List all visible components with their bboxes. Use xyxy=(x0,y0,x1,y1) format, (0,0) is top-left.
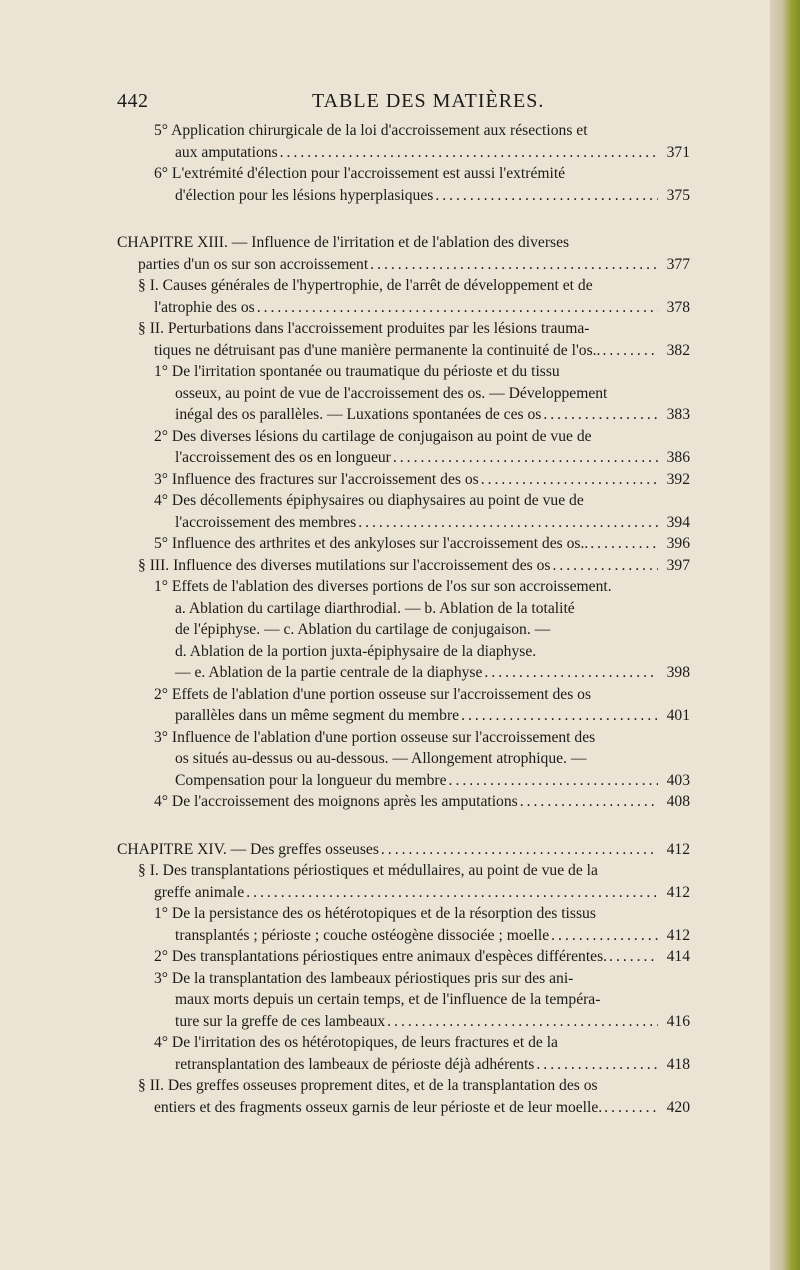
toc-entry-text: ture sur la greffe de ces lambeaux xyxy=(175,1012,386,1030)
dot-leader xyxy=(393,447,658,469)
toc-entry-text: l'accroissement des os en longueur xyxy=(175,449,391,466)
toc-entry-text: greffe animale xyxy=(154,883,245,901)
dot-leader xyxy=(551,925,658,947)
toc-entry-last-line xyxy=(0,185,690,207)
toc-entry-line: os situés au-dessus ou au-dessous. — Allongement atrophique. — xyxy=(175,750,587,767)
toc-entry-text: 4° De l'accroissement des moignons après les amputations xyxy=(154,793,518,810)
toc-entry-line: § II. Perturbations dans l'accroissement produites par les lésions trauma- xyxy=(138,320,590,337)
toc-entry-text: 2° Des transplantations périostiques entre animaux d'espèces différentes. xyxy=(154,948,608,965)
dot-leader xyxy=(435,185,658,207)
dot-leader xyxy=(552,555,658,577)
toc-entry-text: — e. Ablation de la partie centrale de la diaphyse xyxy=(175,664,483,681)
toc-entry xyxy=(0,1075,770,1118)
toc-entry xyxy=(0,469,770,491)
toc-entry-text: 5° Influence des arthrites et des ankyloses sur l'accroissement des os.. xyxy=(154,535,589,552)
toc-entry xyxy=(0,361,770,426)
dot-leader xyxy=(602,340,658,362)
toc-page-number: 408 xyxy=(666,793,690,810)
dot-leader xyxy=(358,512,658,534)
toc-page-number: 383 xyxy=(666,406,690,423)
toc-entry-line: 1° Effets de l'ablation des diverses portions de l'os sur son accroissement. xyxy=(154,578,612,595)
toc-entry-line: § II. Des greffes osseuses proprement dites, et de la transplantation des os xyxy=(138,1077,598,1094)
dot-leader xyxy=(543,404,658,426)
dot-leader xyxy=(481,469,658,491)
toc-entry xyxy=(0,903,770,946)
toc-entry-last-line xyxy=(0,946,690,968)
toc-entry-last-line xyxy=(0,533,690,555)
toc-page-number: 392 xyxy=(666,470,690,488)
toc-entry-line: 4° Des décollements épiphysaires ou diaphysaires au point de vue de xyxy=(154,492,584,509)
toc-entry-last-line xyxy=(0,254,690,276)
toc-entry-text: d'élection pour les lésions hyperplasiques xyxy=(175,186,434,204)
toc-entry xyxy=(0,533,770,555)
toc-entry-text: 3° Influence des fractures sur l'accroissement des os xyxy=(154,470,479,488)
toc-entry-line: 4° De l'irritation des os hétérotopiques, de leurs fractures et de la xyxy=(154,1034,558,1051)
toc-entry-line: maux morts depuis un certain temps, et de l'influence de la tempéra- xyxy=(175,991,601,1008)
toc-entry-last-line xyxy=(0,770,690,792)
toc-page-number: 375 xyxy=(666,186,690,204)
dot-leader xyxy=(536,1054,658,1076)
dot-leader xyxy=(609,946,658,968)
dot-leader xyxy=(604,1097,658,1119)
toc-entry-line: 3° De la transplantation des lambeaux périostiques pris sur des ani- xyxy=(154,969,574,987)
toc-entry-line: § I. Causes générales de l'hypertrophie, de l'arrêt de développement et de xyxy=(138,277,593,294)
table-of-contents xyxy=(0,120,770,1118)
toc-entry xyxy=(0,1032,770,1075)
toc-entry-text: parties d'un os sur son accroissement xyxy=(138,255,369,273)
running-title: TABLE DES MATIÈRES. xyxy=(312,90,545,112)
toc-entry-text: aux amputations xyxy=(175,143,278,161)
dot-leader xyxy=(280,142,658,164)
toc-entry-line: § I. Des transplantations périostiques et médullaires, au point de vue de la xyxy=(138,862,598,879)
toc-entry-last-line xyxy=(0,447,690,469)
toc-page-number: 397 xyxy=(666,556,690,574)
toc-entry-last-line xyxy=(0,925,690,947)
toc-page-number: 418 xyxy=(666,1055,690,1073)
toc-entry xyxy=(0,684,770,727)
toc-entry-line: de l'épiphyse. — c. Ablation du cartilage de conjugaison. — xyxy=(175,621,551,638)
toc-entry-text: l'atrophie des os xyxy=(154,298,255,316)
toc-entry-last-line xyxy=(0,1097,690,1119)
toc-entry-last-line xyxy=(0,404,690,426)
toc-entry xyxy=(0,946,770,968)
toc-entry-last-line xyxy=(0,662,690,684)
toc-entry xyxy=(0,318,770,361)
toc-entry-text: entiers et des fragments osseux garnis de leur périoste et de leur moelle. xyxy=(154,1098,603,1116)
toc-entry-text: § III. Influence des diverses mutilations sur l'accroissement des os xyxy=(138,556,551,574)
toc-page-number: 398 xyxy=(666,664,690,681)
toc-entry xyxy=(0,968,770,1033)
toc-entry xyxy=(0,791,770,813)
toc-page-number: 396 xyxy=(666,535,690,552)
toc-entry xyxy=(0,555,770,577)
toc-entry-last-line xyxy=(0,791,690,813)
toc-entry-line: 3° Influence de l'ablation d'une portion osseuse sur l'accroissement des xyxy=(154,728,596,746)
dot-leader xyxy=(257,297,658,319)
toc-entry-line: CHAPITRE XIII. — Influence de l'irritation et de l'ablation des diverses xyxy=(117,234,570,251)
toc-page-number: 412 xyxy=(666,883,690,901)
toc-entry xyxy=(0,275,770,318)
toc-page-number: 371 xyxy=(666,143,690,161)
toc-entry-line: d. Ablation de la portion juxta-épiphysaire de la diaphyse. xyxy=(175,642,537,660)
toc-entry-last-line xyxy=(0,705,690,727)
toc-page-number: 412 xyxy=(666,840,690,858)
page-edge xyxy=(770,0,800,1270)
toc-entry-last-line xyxy=(0,512,690,534)
toc-entry-line: 2° Des diverses lésions du cartilage de conjugaison au point de vue de xyxy=(154,427,592,445)
toc-entry-line: osseux, au point de vue de l'accroissement des os. — Développement xyxy=(175,384,608,402)
toc-entry-last-line xyxy=(0,142,690,164)
toc-entry-text: Compensation pour la longueur du membre xyxy=(175,771,447,789)
toc-entry xyxy=(0,426,770,469)
dot-leader xyxy=(370,254,658,276)
toc-page-number: 386 xyxy=(666,449,690,466)
dot-leader xyxy=(461,705,658,727)
toc-entry-text: transplantés ; périoste ; couche ostéogène dissociée ; moelle xyxy=(175,926,550,944)
toc-entry xyxy=(0,727,770,792)
toc-entry-line: 6° L'extrémité d'élection pour l'accroissement est aussi l'extrémité xyxy=(154,165,566,182)
toc-entry xyxy=(0,120,770,163)
toc-entry-last-line xyxy=(0,297,690,319)
toc-entry-last-line xyxy=(0,555,690,577)
toc-entry xyxy=(0,232,770,275)
toc-entry xyxy=(0,163,770,206)
toc-entry-line: 1° De la persistance des os hétérotopiques et de la résorption des tissus xyxy=(154,905,596,922)
toc-entry xyxy=(0,576,770,684)
toc-page-number: 403 xyxy=(666,771,690,789)
toc-entry-last-line xyxy=(0,469,690,491)
toc-page-number: 377 xyxy=(666,255,690,273)
toc-entry-text: parallèles dans un même segment du membre xyxy=(175,707,460,724)
toc-entry-line: 2° Effets de l'ablation d'une portion osseuse sur l'accroissement des os xyxy=(154,685,592,703)
toc-entry-last-line xyxy=(0,1011,690,1033)
toc-entry xyxy=(0,860,770,903)
toc-entry-text: CHAPITRE XIV. — Des greffes osseuses xyxy=(117,840,379,858)
toc-page-number: 394 xyxy=(666,513,690,531)
page-header xyxy=(117,90,677,120)
dot-leader xyxy=(246,882,658,904)
toc-page-number: 412 xyxy=(666,926,690,944)
toc-entry-last-line xyxy=(0,839,690,861)
dot-leader xyxy=(381,839,658,861)
toc-entry-line: 1° De l'irritation spontanée ou traumatique du périoste et du tissu xyxy=(154,363,560,380)
dot-leader xyxy=(590,533,658,555)
dot-leader xyxy=(484,662,658,684)
toc-page-number: 401 xyxy=(666,707,690,724)
toc-page-number: 416 xyxy=(666,1012,690,1030)
toc-entry-last-line xyxy=(0,1054,690,1076)
toc-page-number: 378 xyxy=(666,298,690,316)
page-number: 442 xyxy=(117,90,149,112)
toc-entry-line: 5° Application chirurgicale de la loi d'accroissement aux résections et xyxy=(154,122,588,139)
toc-entry-text: retransplantation des lambeaux de périoste déjà adhérents xyxy=(175,1055,535,1073)
toc-page-number: 414 xyxy=(666,948,690,965)
toc-entry-text: l'accroissement des membres xyxy=(175,513,357,531)
toc-entry xyxy=(0,490,770,533)
toc-entry-text: tiques ne détruisant pas d'une manière permanente la continuité de l'os.. xyxy=(154,341,601,359)
toc-entry-last-line xyxy=(0,340,690,362)
dot-leader xyxy=(520,791,658,813)
toc-entry-line: a. Ablation du cartilage diarthrodial. — b. Ablation de la totalité xyxy=(175,599,575,617)
toc-entry xyxy=(0,839,770,861)
toc-entry-text: inégal des os parallèles. — Luxations spontanées de ces os xyxy=(175,406,542,423)
dot-leader xyxy=(387,1011,658,1033)
toc-entry-last-line xyxy=(0,882,690,904)
toc-page-number: 382 xyxy=(666,341,690,359)
toc-page-number: 420 xyxy=(666,1098,690,1116)
dot-leader xyxy=(449,770,658,792)
